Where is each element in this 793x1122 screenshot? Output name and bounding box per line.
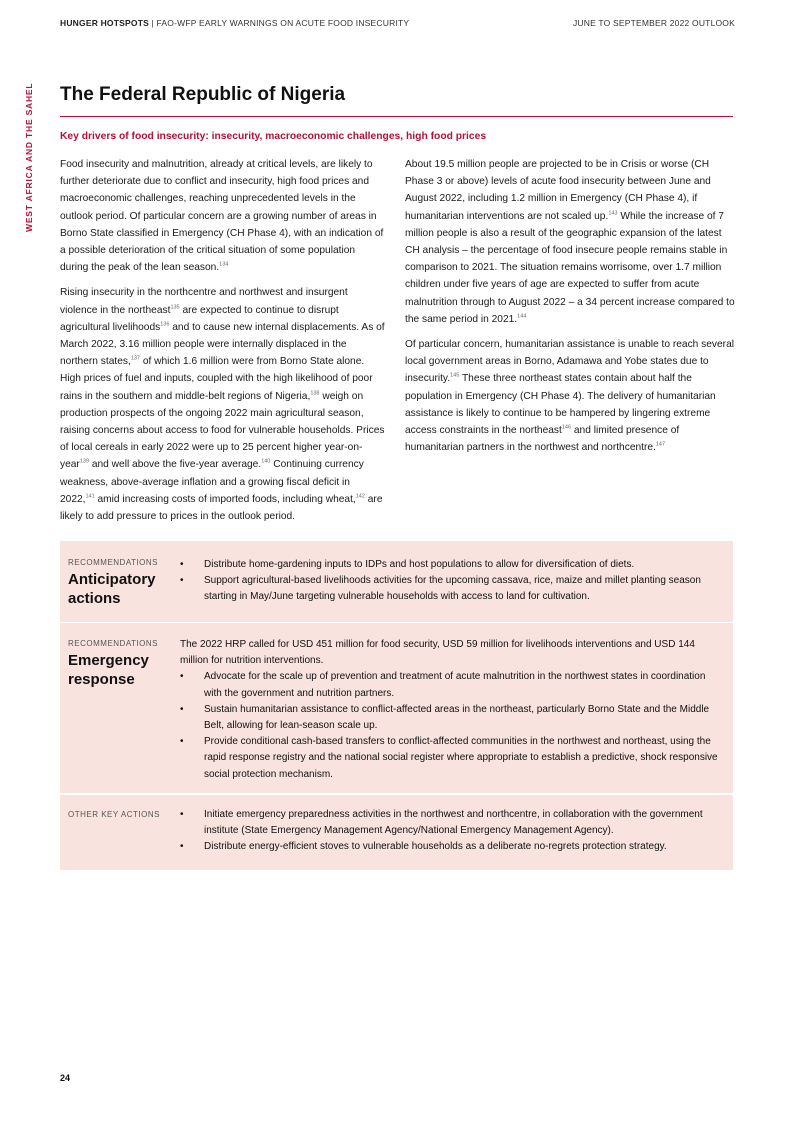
title-divider bbox=[60, 116, 733, 117]
page-number: 24 bbox=[60, 1073, 71, 1083]
body-column-left bbox=[60, 156, 386, 533]
other-key-actions-kicker: OTHER KEY ACTIONS bbox=[68, 810, 160, 819]
text-run: Continuing currency weakness, above-average inflation and a growing fiscal deficit in 2022, bbox=[60, 459, 364, 505]
text-run: are expected to continue to disrupt agricultural livelihoods bbox=[60, 304, 339, 333]
footnote-ref: 138 bbox=[310, 390, 320, 397]
anticipatory-actions-heading: Anticipatory actions bbox=[68, 571, 156, 607]
body-column-right bbox=[405, 156, 735, 464]
footnote-ref: 146 bbox=[561, 424, 572, 431]
anticipatory-actions-box bbox=[60, 541, 733, 622]
footnote-ref: 137 bbox=[130, 355, 140, 362]
footnote-ref: 140 bbox=[261, 459, 271, 466]
list-item: • Distribute energy-efficient stoves to vulnerable households as a deliberate no-regrets protection strategy. bbox=[180, 839, 725, 855]
text-run: and limited presence of humanitarian partners in the northwest and northcentre. bbox=[405, 425, 680, 454]
footnote-ref: 134 bbox=[219, 261, 229, 268]
recommendations-kicker: RECOMMENDATIONS bbox=[68, 558, 159, 567]
emergency-response-heading: Emergency response bbox=[68, 652, 149, 688]
text-run: About 19.5 million people are projected to be in Crisis or worse (CH Phase 3 or above) levels of acute food insecurity between June and August 2022, including 1.2 million in Emergency (CH Phase 4), if humanitarian interventions are not scaled up. bbox=[405, 159, 711, 222]
funding-intro: The 2022 HRP called for USD 451 million for food security, USD 59 million for livelihoods interventions and USD 144 million for nutrition interventions. bbox=[180, 639, 695, 667]
text-run: Rising insecurity in the northcentre and northwest and insurgent violence in the northeast bbox=[60, 287, 348, 316]
other-key-actions-list bbox=[180, 807, 725, 856]
footnote-ref: 144 bbox=[517, 313, 527, 320]
list-item: • Support agricultural-based livelihoods activities for the upcoming cassava, rice, maize and millet planting season starting in May/June targeting vulnerable households with access to land for cultivation. bbox=[180, 573, 725, 605]
footnote-ref: 142 bbox=[355, 493, 365, 500]
footnote-ref: 139 bbox=[79, 459, 90, 466]
text-run: and to cause new internal displacements. As of March 2022, 3.16 million people were internally displaced in the northern states, bbox=[60, 321, 385, 368]
page-title: The Federal Republic of Nigeria bbox=[60, 84, 346, 105]
header-brand: HUNGER HOTSPOTS bbox=[60, 18, 149, 28]
list-item: • Provide conditional cash-based transfers to conflict-affected communities in the northwest and northeast, using the rapid response registry and the national social register where appropriate to establish a predictive, shock responsive social protection mechanism. bbox=[180, 734, 725, 783]
footnote-ref: 143 bbox=[608, 210, 618, 217]
paragraph-insecurity bbox=[60, 284, 386, 525]
list-item: • Initiate emergency preparedness activities in the northwest and northcentre, in collaboration with the government institute (State Emergency Management Agency/National Emergency Management Agency). bbox=[180, 807, 725, 839]
text-run: While the increase of 7 million people is also a result of the geographic expansion of the latest CH analysis – the percentage of food insecure people remains stable in comparison to 2021. The situation remains worrisome, over 1.7 million children under five years of age are expected to suffer from acute malnutrition through to August 2022 – a 34 percent increase compared to the same period in 2021. bbox=[405, 210, 735, 325]
text-run: are likely to add pressure to prices in the outlook period. bbox=[60, 493, 383, 523]
footnote-ref: 141 bbox=[85, 493, 95, 500]
recommendations-kicker: RECOMMENDATIONS bbox=[68, 639, 159, 648]
footnote-ref: 136 bbox=[160, 321, 170, 328]
list-item: • Distribute home-gardening inputs to IDPs and host populations to allow for diversification of diets. bbox=[180, 557, 725, 573]
list-item: • Sustain humanitarian assistance to conflict-affected areas in the northeast, particularly Borno State and the Middle Belt, allowing for lean-season scale up. bbox=[180, 702, 725, 734]
text-run: Of particular concern, humanitarian assistance is unable to reach several local government areas in Borno, Adamawa and Yobe states due to insecurity. bbox=[405, 339, 734, 385]
emergency-response-content bbox=[180, 637, 725, 783]
text-run: These three northeast states contain about half the population in Emergency (CH Phase 4). The delivery of humanitarian assistance is likely to continue to be hampered by lingering extreme access constraints in the northeast bbox=[405, 373, 716, 437]
header-separator: | bbox=[148, 18, 157, 28]
anticipatory-actions-list bbox=[180, 557, 725, 606]
text-run: weigh on production prospects of the ongoing 2022 main agricultural season, raising concerns about access to food for vulnerable households. Prices of local cereals in early 2022 were up to 25 percent higher year-on-year bbox=[60, 390, 385, 471]
running-header bbox=[60, 18, 409, 28]
paragraph-access-constraints bbox=[405, 336, 735, 456]
paragraph-overview bbox=[60, 156, 386, 276]
text-run: Food insecurity and malnutrition, already at critical levels, are likely to further deteriorate due to conflict and insecurity, high food prices and macroeconomic challenges, reaching unprecedented levels in the outlook period. Of particular concern are a growing number of areas in Borno State classified in Emergency (CH Phase 4), with an indication of a possible deterioration of the critical situation of some population during the peak of the lean season. bbox=[60, 159, 384, 274]
footnote-ref: 147 bbox=[655, 441, 666, 448]
header-report-title: FAO-WFP EARLY WARNINGS ON ACUTE FOOD INSECURITY bbox=[156, 18, 410, 28]
header-outlook: JUNE TO SEPTEMBER 2022 OUTLOOK bbox=[572, 18, 735, 28]
section-side-label: WEST AFRICA AND THE SAHEL bbox=[24, 82, 34, 232]
key-drivers-subtitle: Key drivers of food insecurity: insecurity, macroeconomic challenges, high food prices bbox=[60, 131, 487, 142]
text-run: amid increasing costs of imported foods, including wheat, bbox=[94, 493, 356, 505]
list-item: • Advocate for the scale up of prevention and treatment of acute malnutrition in the northwest states in coordination with the government and nutrition partners. bbox=[180, 669, 725, 701]
other-key-actions-box bbox=[60, 795, 733, 870]
text-run: and well above the five-year average. bbox=[89, 459, 262, 471]
footnote-ref: 135 bbox=[170, 304, 180, 311]
emergency-response-box bbox=[60, 623, 733, 793]
paragraph-projections bbox=[405, 156, 735, 328]
footnote-ref: 145 bbox=[450, 373, 460, 380]
text-run: of which 1.6 million were from Borno State alone. High prices of fuel and inputs, coupled with the high likelihood of poor rains in the southern and middle-belt regions of Nigeria, bbox=[60, 356, 373, 402]
